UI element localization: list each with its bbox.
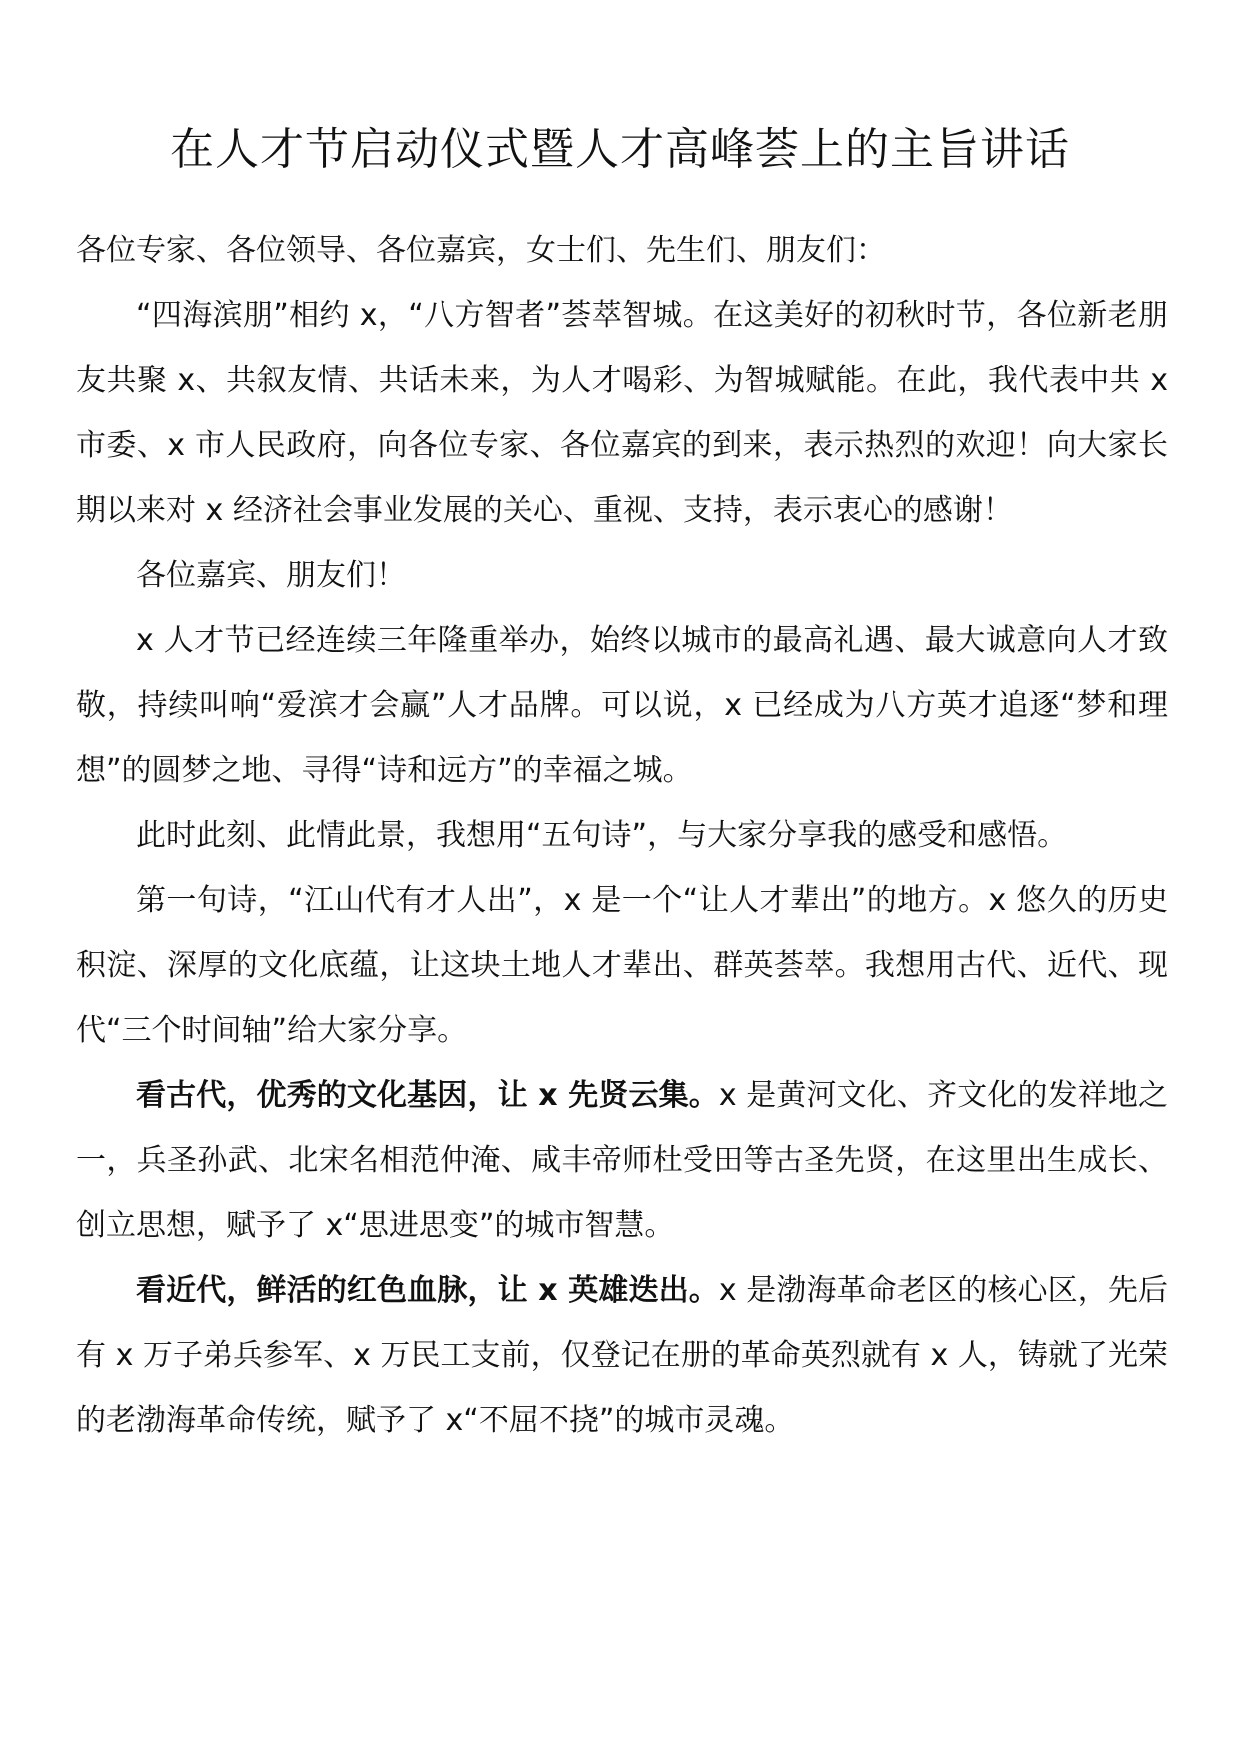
- paragraph-modern: [76, 1258, 1168, 1453]
- document-body: [76, 218, 1168, 1453]
- salutation: 各位专家、各位领导、各位嘉宾，女士们、先生们、朋友们：: [76, 233, 886, 268]
- paragraph-talent-festival: x 人才节已经连续三年隆重举办，始终以城市的最高礼遇、最大诚意向人才致敬，持续叫响“爱滨才会赢”人才品牌。可以说，x 已经成为八方英才追逐“梦和理想”的圆梦之地、寻得“诗和远方”的幸福之城。: [76, 623, 1168, 788]
- paragraph-ancient: [76, 1063, 1168, 1258]
- paragraph-welcome: “四海滨朋”相约 x，“八方智者”荟萃智城。在这美好的初秋时节，各位新老朋友共聚 x、共叙友情、共话未来，为人才喝彩、为智城赋能。在此，我代表中共 x 市委、x 市人民政府，向各位专家、各位嘉宾的到来，表示热烈的欢迎！向大家长期以来对 x 经济社会事业发展的关心、重视、支持，表示衷心的感谢！: [76, 298, 1168, 528]
- paragraph-ancient-lead: 看古代，优秀的文化基因，让 x 先贤云集。: [136, 1078, 719, 1113]
- paragraph-ancient-text: x 是黄河文化、齐文化的发祥地之一，兵圣孙武、北宋名相范仲淹、咸丰帝师杜受田等古圣先贤，在这里出生成长、创立思想，赋予了 x“思进思变”的城市智慧。: [76, 1078, 1168, 1243]
- paragraph-modern-text: x 是渤海革命老区的核心区，先后有 x 万子弟兵参军、x 万民工支前，仅登记在册的革命英烈就有 x 人，铸就了光荣的老渤海革命传统，赋予了 x“不屈不挠”的城市灵魂。: [76, 1273, 1168, 1438]
- document-title: 在人才节启动仪式暨人才高峰荟上的主旨讲话: [170, 124, 1070, 175]
- paragraph-five-poems: 此时此刻、此情此景，我想用“五句诗”，与大家分享我的感受和感悟。: [136, 818, 1068, 853]
- paragraph-first-poem: 第一句诗，“江山代有才人出”，x 是一个“让人才辈出”的地方。x 悠久的历史积淀、深厚的文化底蕴，让这块土地人才辈出、群英荟萃。我想用古代、近代、现代“三个时间轴”给大家分享。: [76, 883, 1168, 1048]
- paragraph-address: 各位嘉宾、朋友们！: [136, 558, 406, 593]
- paragraph-modern-lead: 看近代，鲜活的红色血脉，让 x 英雄迭出。: [136, 1273, 719, 1308]
